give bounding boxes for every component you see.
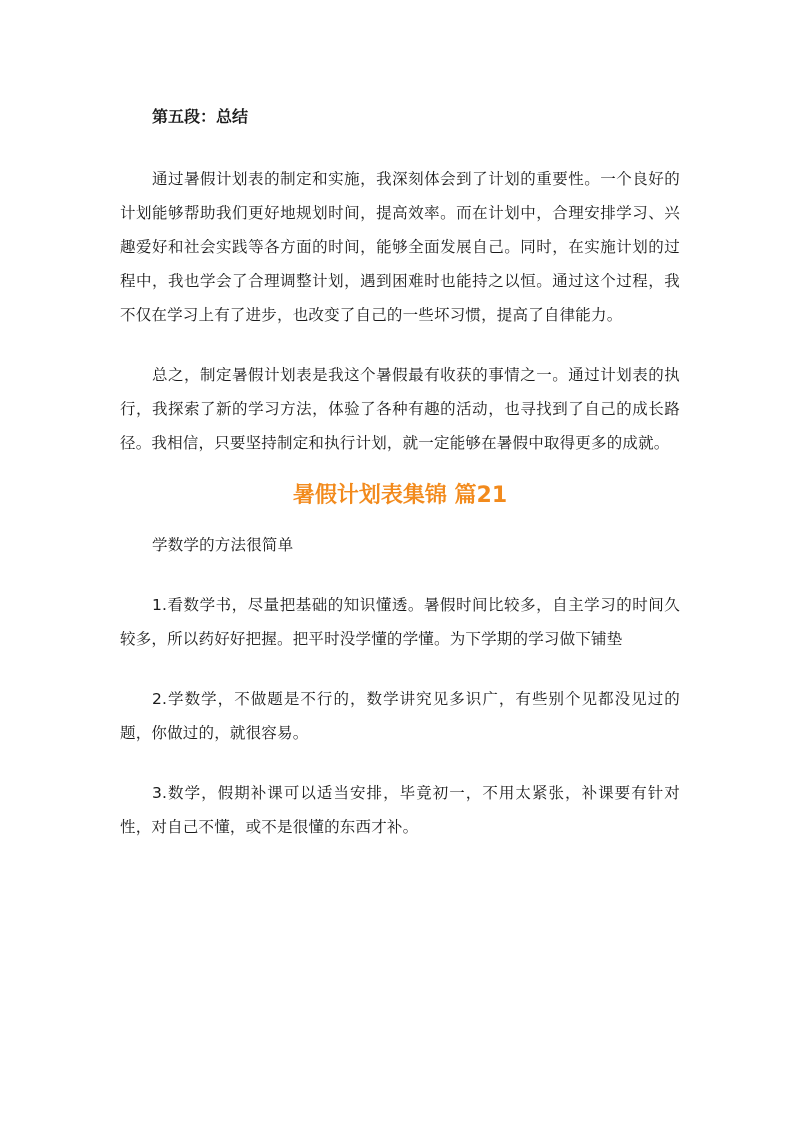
spacer <box>120 750 680 776</box>
spacer <box>120 562 680 588</box>
section-heading: 第五段：总结 <box>152 107 249 126</box>
spacer <box>120 332 680 358</box>
paragraph-summary-1: 通过暑假计划表的制定和实施，我深刻体会到了计划的重要性。一个良好的计划能够帮助我们更好地规划时间，提高效率。而在计划中，合理安排学习、兴趣爱好和社会实践等各方面的时间，能够全面发展自己。同时，在实施计划的过程中，我也学会了合理调整计划，遇到困难时也能持之以恒。通过这个过程，我不仅在学习上有了进步，也改变了自己的一些坏习惯，提高了自律能力。 <box>120 170 680 324</box>
document-content <box>120 100 680 844</box>
spacer <box>120 656 680 682</box>
spacer <box>120 460 680 476</box>
paragraph-summary-2: 总之，制定暑假计划表是我这个暑假最有收获的事情之一。通过计划表的执行，我探索了新的学习方法，体验了各种有趣的活动，也寻找到了自己的成长路径。我相信，只要坚持制定和执行计划，就一定能够在暑假中取得更多的成就。 <box>120 366 680 452</box>
article-intro: 学数学的方法很简单 <box>152 536 294 554</box>
article-title: 暑假计划表集锦 篇21 <box>292 483 508 508</box>
article-point-1: 1.看数学书，尽量把基础的知识懂透。暑假时间比较多，自主学习的时间久较多，所以药好好把握。把平时没学懂的学懂。为下学期的学习做下铺垫 <box>120 596 680 648</box>
spacer <box>120 134 680 162</box>
article-point-2: 2.学数学，不做题是不行的，数学讲究见多识广，有些别个见都没见过的题，你做过的，就很容易。 <box>120 690 680 742</box>
spacer <box>120 516 680 528</box>
article-point-3: 3.数学，假期补课可以适当安排，毕竟初一，不用太紧张，补课要有针对性，对自己不懂，或不是很懂的东西才补。 <box>120 784 680 836</box>
